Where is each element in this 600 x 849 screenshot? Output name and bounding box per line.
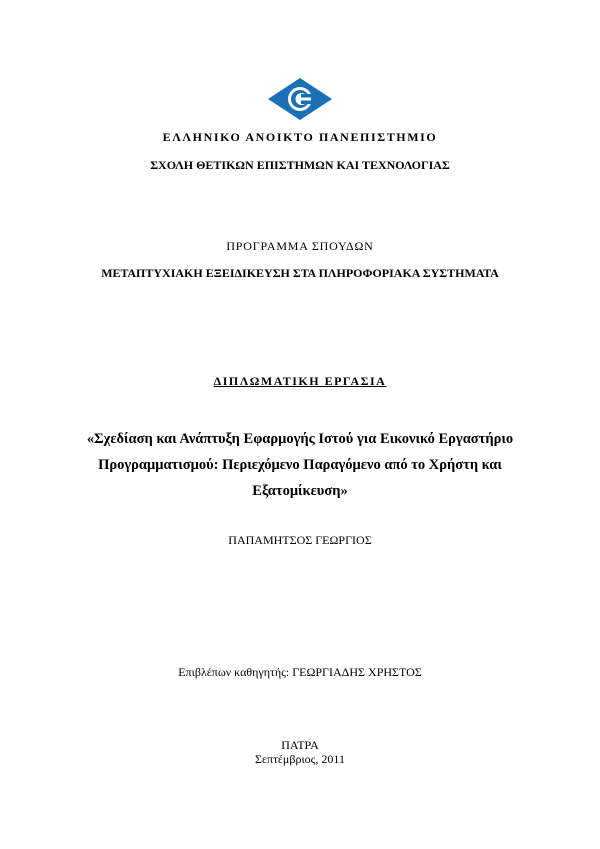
document-type: ΔΙΠΛΩΜΑΤΙΚΗ ΕΡΓΑΣΙΑ: [213, 374, 387, 388]
program-label: ΠΡΟΓΡΑΜΜΑ ΣΠΟΥΔΩΝ: [226, 239, 374, 253]
thesis-title: «Σχεδίαση και Ανάπτυξη Εφαρμογής Ιστού για Εικονικό Εργαστήριο Προγραμματισμού: Περιεχόμενο Παραγόμενο από το Χρήστη και Εξατομίκευση»: [86, 431, 514, 499]
author-name: ΠΑΠΑΜΗΤΣΟΣ ΓΕΩΡΓΙΟΣ: [228, 533, 372, 547]
city: ΠΑΤΡΑ: [281, 738, 319, 752]
supervisor: Επιβλέπων καθηγητής: ΓΕΩΡΓΙΑΔΗΣ ΧΡΗΣΤΟΣ: [178, 665, 422, 679]
university-name: ΕΛΛΗΝΙΚΟ ΑΝΟΙΚΤΟ ΠΑΝΕΠΙΣΤΗΜΙΟ: [162, 130, 438, 144]
school-name: ΣΧΟΛΗ ΘΕΤΙΚΩΝ ΕΠΙΣΤΗΜΩΝ ΚΑΙ ΤΕΧΝΟΛΟΓΙΑΣ: [150, 158, 450, 172]
eap-logo-icon: [268, 78, 332, 120]
date: Σεπτέμβριος, 2011: [254, 752, 345, 766]
specialization-name: ΜΕΤΑΠΤΥΧΙΑΚΗ ΕΞΕΙΔΙΚΕΥΣΗ ΣΤΑ ΠΛΗΡΟΦΟΡΙΑΚΑ ΣΥΣΤΗΜΑΤΑ: [101, 266, 499, 280]
